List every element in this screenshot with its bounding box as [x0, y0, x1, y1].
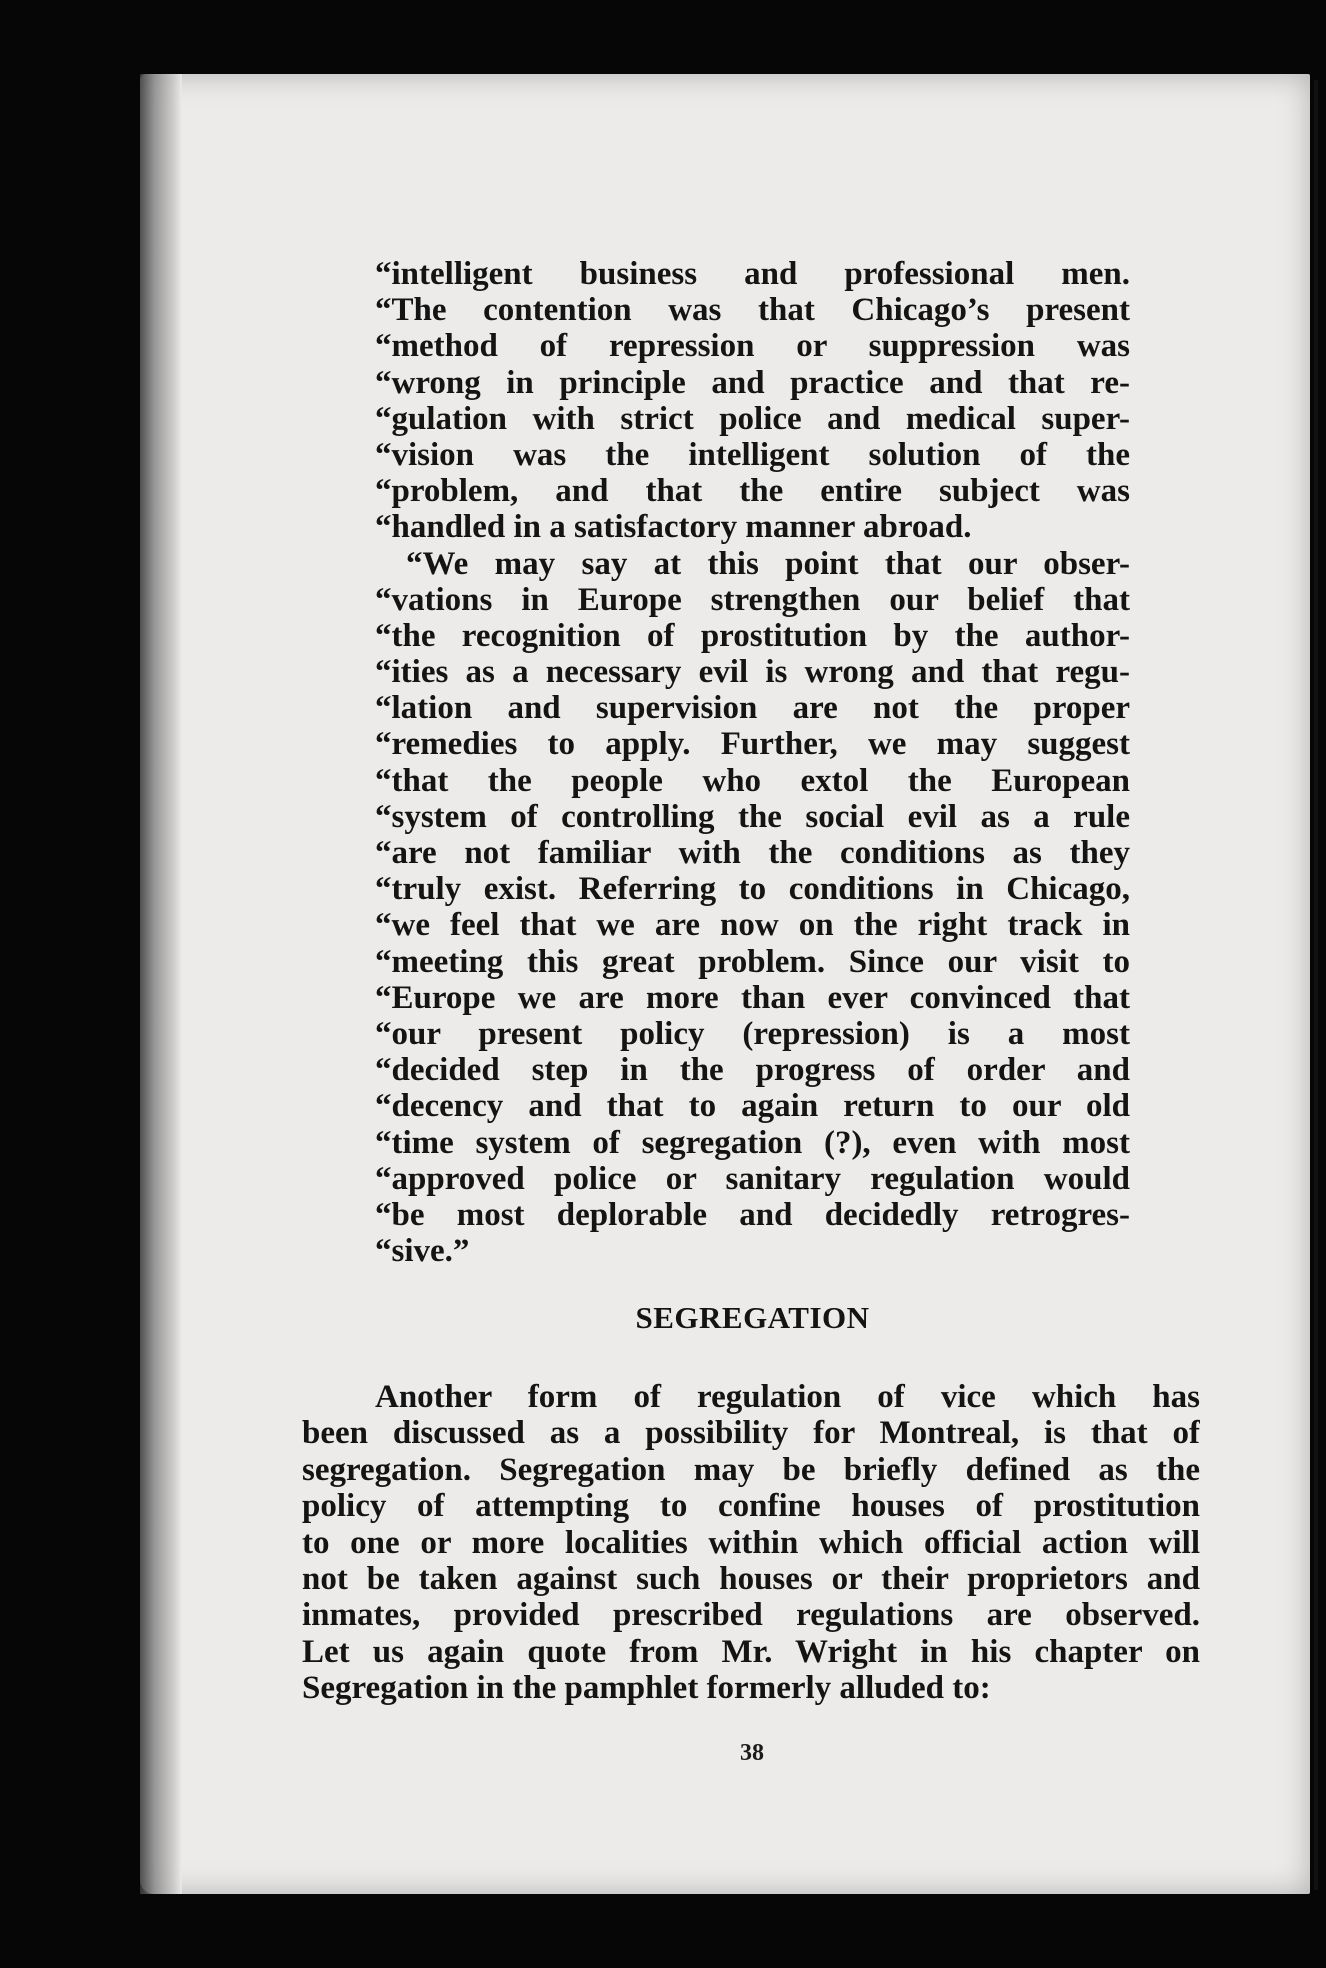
text-line: “the recognition of prostitution by the author-: [375, 617, 1130, 654]
text-line: “vations in Europe strengthen our belief that: [375, 581, 1130, 618]
section-heading: SEGREGATION: [635, 1300, 870, 1335]
text-line: policy of attempting to confine houses of prostitution: [302, 1488, 1200, 1525]
text-line: “sive.”: [375, 1233, 470, 1270]
quoted-passage: [375, 256, 1130, 1269]
text-line: “lation and supervision are not the proper: [375, 690, 1130, 727]
text-line: “method of repression or suppression was: [375, 328, 1130, 365]
text-line: “approved police or sanitary regulation would: [375, 1160, 1130, 1197]
text-line: “that the people who extol the European: [375, 762, 1130, 799]
text-line: Another form of regulation of vice which has: [375, 1379, 1200, 1415]
text-line: “ities as a necessary evil is wrong and that regu-: [375, 654, 1130, 691]
text-line: “time system of segregation (?), even with most: [375, 1124, 1130, 1161]
text-line: “we feel that we are now on the right track in: [375, 907, 1130, 944]
text-line: “truly exist. Referring to conditions in Chicago,: [375, 871, 1130, 908]
text-line: been discussed as a possibility for Montreal, is that of: [302, 1415, 1200, 1452]
text-line: inmates, provided prescribed regulations are observed.: [302, 1597, 1200, 1634]
text-line: “remedies to apply. Further, we may suggest: [375, 726, 1130, 763]
text-line: “Europe we are more than ever convinced that: [375, 979, 1130, 1016]
text-line: to one or more localities within which official action will: [302, 1524, 1200, 1561]
text-line: “handled in a satisfactory manner abroad.: [375, 509, 972, 546]
text-line: “system of controlling the social evil as a rule: [375, 798, 1130, 835]
body-paragraph: [302, 1379, 1200, 1707]
text-line: “are not familiar with the conditions as they: [375, 835, 1130, 871]
text-line: “meeting this great problem. Since our visit to: [375, 943, 1130, 980]
text-line: “decency and that to again return to our old: [375, 1088, 1130, 1125]
text-line: “problem, and that the entire subject was: [375, 473, 1130, 510]
text-line: “our present policy (repression) is a most: [375, 1015, 1130, 1052]
text-line: “be most deplorable and decidedly retrogres-: [375, 1196, 1130, 1233]
text-line: “We may say at this point that our obser-: [406, 545, 1130, 582]
text-line: Segregation in the pamphlet formerly alluded to:: [302, 1670, 991, 1707]
text-line: “intelligent business and professional men.: [375, 256, 1130, 292]
page-number: 38: [740, 1740, 764, 1766]
page-edge-line: [1314, 80, 1318, 1890]
text-line: “decided step in the progress of order and: [375, 1052, 1130, 1089]
text-line: Let us again quote from Mr. Wright in his chapter on: [302, 1633, 1200, 1670]
text-line: segregation. Segregation may be briefly defined as the: [302, 1451, 1200, 1488]
text-line: not be taken against such houses or their proprietors and: [302, 1560, 1200, 1597]
text-line: “wrong in principle and practice and that re-: [375, 364, 1130, 401]
text-line: “gulation with strict police and medical super-: [375, 400, 1130, 437]
page-gutter-shadow: [140, 74, 182, 1894]
text-line: “vision was the intelligent solution of the: [375, 436, 1130, 473]
text-line: “The contention was that Chicago’s present: [375, 292, 1130, 329]
